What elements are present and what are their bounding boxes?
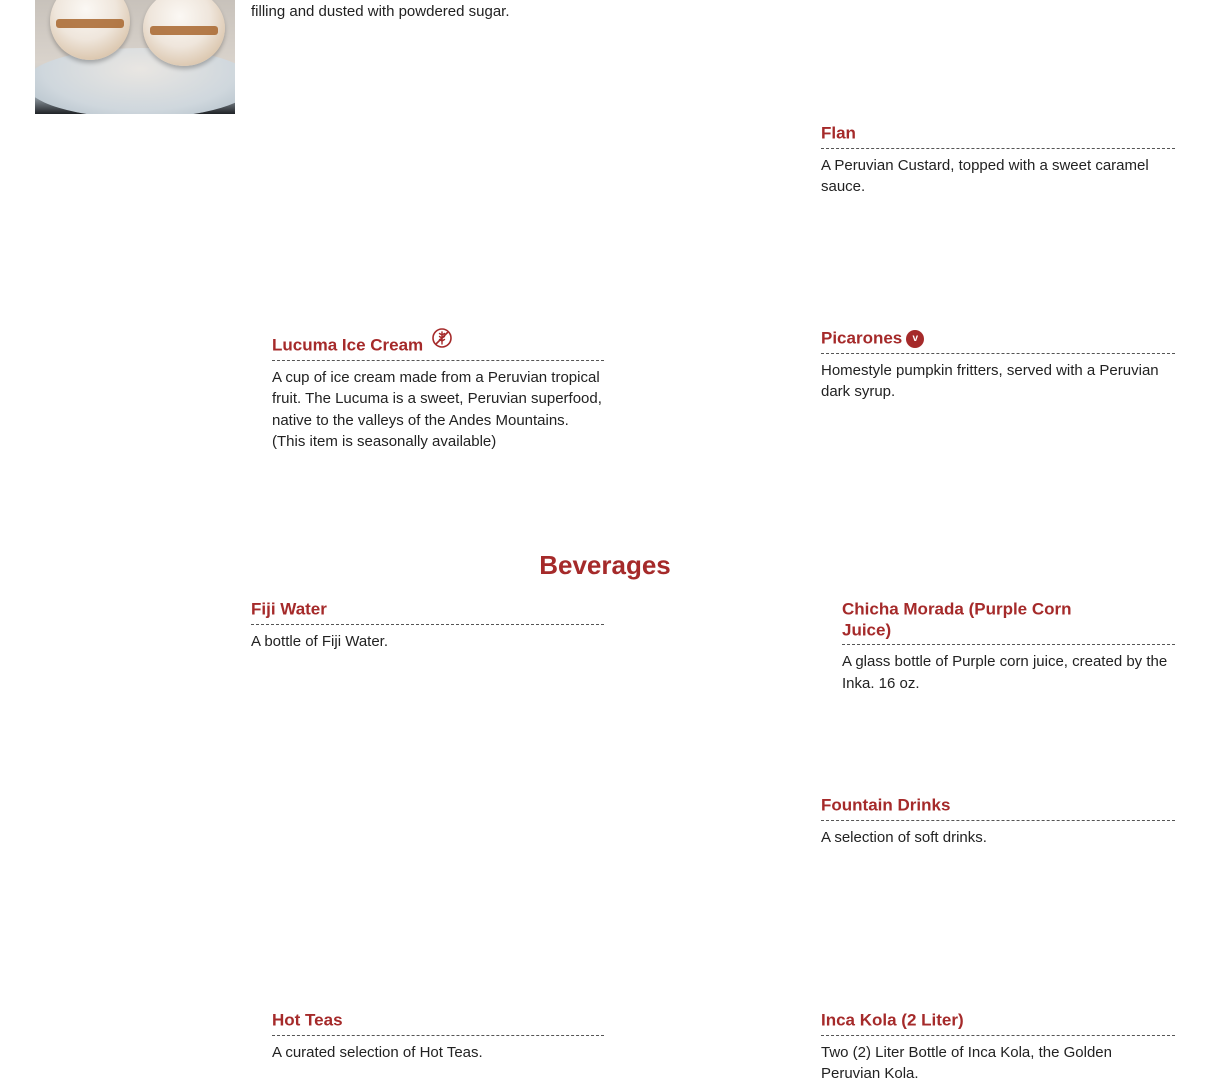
menu-item-title[interactable]: Chicha Morada (Purple Corn Juice) xyxy=(842,599,1175,645)
menu-item-fiji-water[interactable] xyxy=(251,599,604,652)
menu-item-title[interactable]: Lucuma Ice Cream xyxy=(272,328,604,361)
vegetarian-icon: v xyxy=(906,330,924,348)
menu-item-picarones[interactable] xyxy=(821,328,1175,403)
menu-item-description: Two (2) Liter Bottle of Inca Kola, the Golden Peruvian Kola. xyxy=(821,1043,1112,1083)
menu-item-description: A cup of ice cream made from a Peruvian tropical fruit. The Lucuma is a sweet, Peruvian superfood, native to the valleys of the Andes Mountains. (This item is seasonally available) xyxy=(272,368,602,451)
menu-item-flan[interactable] xyxy=(821,123,1175,198)
menu-item-description: A selection of soft drinks. xyxy=(821,828,987,846)
menu-item-chicha-morada[interactable] xyxy=(842,599,1175,694)
menu-item-hot-teas[interactable] xyxy=(272,1010,604,1063)
menu-item-title[interactable]: Flan xyxy=(821,123,1175,149)
alfajores-photo xyxy=(35,0,235,114)
menu-item-title[interactable]: Inca Kola (2 Liter) xyxy=(821,1010,1175,1036)
menu-item-title[interactable]: Fountain Drinks xyxy=(821,795,1175,821)
menu-item-lucuma-ice-cream[interactable] xyxy=(272,328,604,453)
menu-item-description: Homestyle pumpkin fritters, served with a Peruvian dark syrup. xyxy=(821,361,1159,401)
gluten-free-icon xyxy=(432,328,452,348)
menu-item-title[interactable]: Picarones v xyxy=(821,328,1175,354)
menu-item-title[interactable]: Hot Teas xyxy=(272,1010,604,1036)
menu-item-description: A Peruvian Custard, topped with a sweet caramel sauce. xyxy=(821,156,1149,196)
menu-item-description: A curated selection of Hot Teas. xyxy=(272,1043,483,1061)
section-heading-beverages: Beverages xyxy=(539,550,671,580)
menu-item-title[interactable]: Fiji Water xyxy=(251,599,604,625)
menu-item-description: A bottle of Fiji Water. xyxy=(251,632,388,650)
menu-item-inca-kola[interactable] xyxy=(821,1010,1175,1084)
previous-item-description: filling and dusted with powdered sugar. xyxy=(251,3,510,20)
menu-item-fountain-drinks[interactable] xyxy=(821,795,1175,848)
menu-item-description: A glass bottle of Purple corn juice, created by the Inka. 16 oz. xyxy=(842,653,1168,692)
